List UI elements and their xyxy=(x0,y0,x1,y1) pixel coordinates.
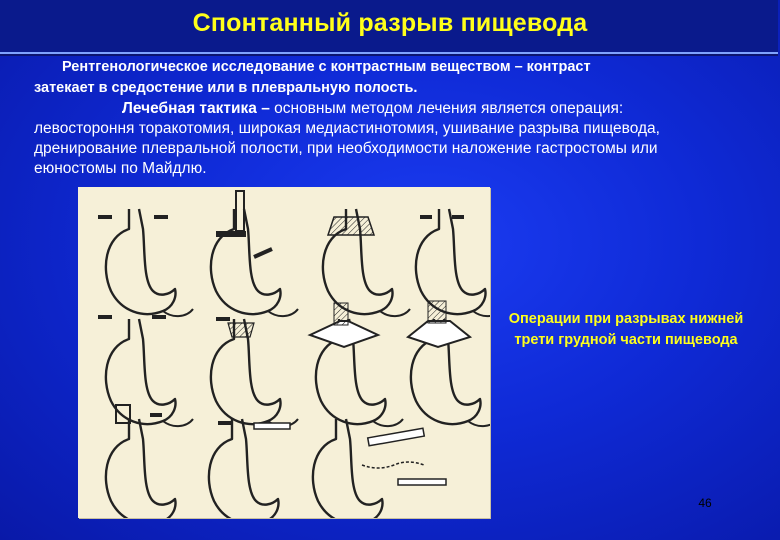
diagram-row-2 xyxy=(98,301,490,426)
treatment-line-2: левостороння торакотомия, широкая медиастинотомия, ушивание разрыва пищевода, xyxy=(34,120,660,137)
treatment-lead-text: основным методом лечения является операция: xyxy=(269,100,624,117)
page-number: 46 xyxy=(698,496,712,510)
treatment-paragraph xyxy=(34,99,769,179)
xray-line-2: затекает в средостение или в плевральную полость. xyxy=(34,80,418,96)
treatment-line-1 xyxy=(34,99,769,119)
xray-line-1: Рентгенологическое исследование с контрастным веществом – контраст xyxy=(62,59,591,75)
slide-title: Спонтанный разрыв пищевода xyxy=(192,9,588,37)
treatment-line-4: еюностомы по Майдлю. xyxy=(34,160,207,177)
xray-paragraph xyxy=(34,57,764,99)
surgery-illustration xyxy=(78,187,490,518)
diagram-row-1 xyxy=(98,191,490,316)
figure-caption: Операции при разрывах нижней трети грудной части пищевода xyxy=(508,311,744,348)
stomach-diagrams-svg xyxy=(78,187,490,518)
diaphragm-mark xyxy=(98,215,112,219)
treatment-line-3: дренирование плевральной полости, при необходимости наложение гастростомы или xyxy=(34,140,658,157)
treatment-highlight: Лечебная тактика – xyxy=(122,100,270,117)
